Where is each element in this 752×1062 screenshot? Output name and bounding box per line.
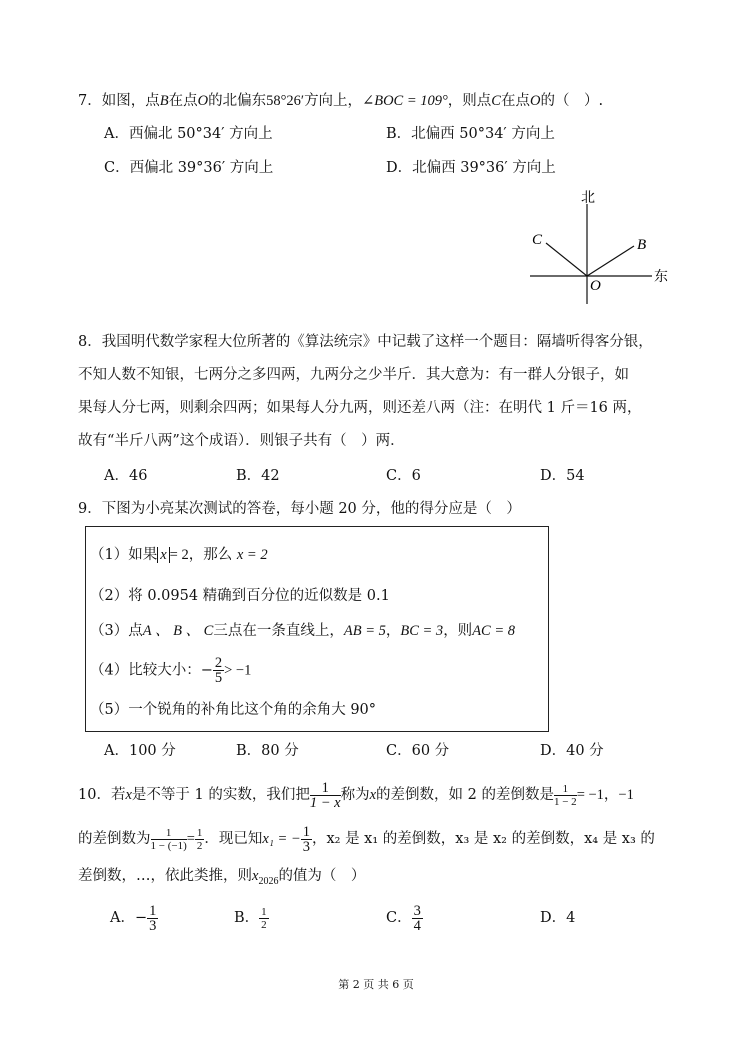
q7-text: 的北偏东 xyxy=(208,93,267,109)
q7-option-a: A．西偏北 50°34′ 方向上 xyxy=(104,126,273,142)
q10-x: x xyxy=(252,868,259,884)
q10-text: 的差倒数，如 2 的差倒数是 xyxy=(376,787,554,803)
numerator: 1 xyxy=(149,902,157,919)
numerator: 3 xyxy=(413,902,421,919)
q9-expr: x = 2 xyxy=(236,547,268,563)
q9-item-3 xyxy=(90,621,515,641)
numerator: 2 xyxy=(214,655,223,671)
q7-text: 的（ ）. xyxy=(540,93,604,109)
q7-option-c: C．西偏北 39°36′ 方向上 xyxy=(104,160,274,176)
q9-text: ， xyxy=(385,623,401,639)
denominator: 4 xyxy=(413,917,421,934)
q8-option-d: D．54 xyxy=(540,468,585,484)
fraction xyxy=(310,781,341,810)
q10-text: = −1，−1 xyxy=(576,787,634,803)
q10-x: x xyxy=(369,787,377,803)
option-label: C． xyxy=(386,910,412,926)
q9-stem: 9．下图为小亮某次测试的答卷，每小题 20 分，他的得分应是（ ） xyxy=(78,501,521,517)
q9-expr: > −1 xyxy=(224,662,252,679)
q10-x1: x₁ = − xyxy=(262,831,301,847)
q10-text: 10．若 xyxy=(78,787,126,803)
label-o: O xyxy=(590,278,601,294)
ray-oc xyxy=(546,243,587,276)
q7-option-b: B．北偏西 50°34′ 方向上 xyxy=(386,126,555,142)
q10-text: 差倒数，…，依此类推，则 xyxy=(78,868,252,884)
denominator: 3 xyxy=(302,838,310,855)
q9-text: 三点在一条直线上， xyxy=(213,623,344,639)
denominator: 1 − (−1) xyxy=(150,839,187,852)
q10-option-b xyxy=(234,900,269,936)
q7-point-o: O xyxy=(197,93,209,109)
denominator: 3 xyxy=(149,917,157,934)
q7-text: 方向上， xyxy=(304,93,363,109)
denominator: 2 xyxy=(261,918,267,931)
q7-text: ，则点 xyxy=(447,93,492,109)
fraction xyxy=(301,825,312,854)
numerator: 1 xyxy=(196,826,203,839)
option-label: A．− xyxy=(110,910,148,926)
q9-item-5: （5）一个锐角的补角比这个角的余角大 90° xyxy=(90,702,377,718)
q8-option-c: C．6 xyxy=(386,468,421,484)
abs-x: x xyxy=(157,547,169,563)
q10-text: 的差倒数为 xyxy=(78,831,151,847)
fraction xyxy=(195,827,205,852)
denominator: 1 − x xyxy=(309,794,341,811)
fraction xyxy=(412,904,423,933)
fraction xyxy=(151,827,187,852)
fraction xyxy=(259,906,269,931)
q10-text: x₂ 是 x₁ 的差倒数， xyxy=(326,831,456,847)
q9-text: ，则 xyxy=(443,623,473,639)
q10-line-1 xyxy=(78,778,634,812)
q9-option-b: B．80 分 xyxy=(236,743,299,759)
numerator: 1 xyxy=(261,905,267,918)
q10-text: x₃ 是 x₂ 的差倒数， xyxy=(455,831,585,847)
q10-text: x₄ 是 x₃ 的 xyxy=(584,831,655,847)
q10-subscript: 2026 xyxy=(258,875,279,887)
label-east: 东 xyxy=(654,269,668,285)
label-north: 北 xyxy=(581,190,595,206)
denominator: 2 xyxy=(196,839,203,852)
q9-item-1 xyxy=(90,545,268,565)
q8-option-a: A．46 xyxy=(104,468,148,484)
q7-text: 在点 xyxy=(168,93,198,109)
q7-compass-figure xyxy=(520,186,680,306)
q9-option-d: D．40 分 xyxy=(540,743,604,759)
q9-item-4 xyxy=(90,656,251,685)
numerator: 1 xyxy=(151,827,187,840)
q7-text: 在点 xyxy=(500,93,530,109)
q10-text: ．现已知 xyxy=(204,831,263,847)
q7-point-b: B xyxy=(159,93,169,109)
q9-expr: BC = 3 xyxy=(400,623,444,639)
q9-item-2: （2）将 0.0954 精确到百分位的近似数是 0.1 xyxy=(90,588,390,604)
q9-points: A 、 B 、 C xyxy=(142,623,214,639)
numerator: 1 xyxy=(554,783,577,796)
q7-angle-expr: ∠BOC = 109° xyxy=(362,93,448,109)
q10-text: ， xyxy=(311,831,327,847)
q9-text: （3）点 xyxy=(90,623,143,639)
q9-text: = 2，那么 xyxy=(169,547,233,563)
denominator: 5 xyxy=(214,670,223,686)
page-footer: 第 2 页 共 6 页 xyxy=(338,978,414,991)
fraction xyxy=(213,656,224,685)
q10-text: = xyxy=(186,831,195,847)
label-b: B xyxy=(637,237,647,253)
fraction xyxy=(147,904,158,933)
q9-option-c: C．60 分 xyxy=(386,743,450,759)
option-label: B． xyxy=(234,910,260,926)
q9-expr: AB = 5 xyxy=(343,623,386,639)
q10-text: 的值为（ ） xyxy=(278,868,366,884)
q10-option-c xyxy=(386,900,423,936)
q8-option-b: B．42 xyxy=(236,468,280,484)
q7-point-c: C xyxy=(491,93,501,109)
q8-line-1: 8．我国明代数学家程大位所著的《算法统宗》中记载了这样一个题目：隔墙听得客分银， xyxy=(78,334,653,350)
numerator: 1 xyxy=(302,823,310,840)
q10-text: 称为 xyxy=(340,787,370,803)
q9-expr: AC = 8 xyxy=(472,623,516,639)
q10-text: 是不等于 1 的实数，我们把 xyxy=(131,787,310,803)
q7-stem xyxy=(78,91,603,111)
q10-x: x xyxy=(125,787,132,803)
q7-text: 7．如图，点 xyxy=(78,93,160,109)
numerator: 1 xyxy=(310,781,341,796)
q8-line-3: 果每人分七两，则剩余四两；如果每人分九两，则还差八两（注：在明代 1 斤＝16 两， xyxy=(78,400,642,416)
q7-angle: 58°26′ xyxy=(266,93,305,109)
q8-line-4: 故有“半斤八两”这个成语）．则银子共有（ ）两． xyxy=(78,433,405,449)
q9-text: （4）比较大小：− xyxy=(90,662,213,679)
label-c: C xyxy=(532,232,543,248)
denominator: 1 − 2 xyxy=(553,795,577,808)
q10-option-a xyxy=(110,900,158,936)
fraction xyxy=(554,783,577,808)
ray-ob xyxy=(587,246,634,276)
q10-line-3 xyxy=(78,866,365,892)
q7-option-d: D．北偏西 39°36′ 方向上 xyxy=(386,160,556,176)
q9-option-a: A．100 分 xyxy=(104,743,176,759)
q7-point-o: O xyxy=(529,93,541,109)
q10-line-2 xyxy=(78,822,655,856)
q9-text: （1）如果 xyxy=(90,547,158,563)
q8-line-2: 不知人数不知银，七两分之多四两，九两分之少半斤．其大意为：有一群人分银子，如 xyxy=(78,367,629,383)
q10-option-d: D．4 xyxy=(540,910,576,926)
